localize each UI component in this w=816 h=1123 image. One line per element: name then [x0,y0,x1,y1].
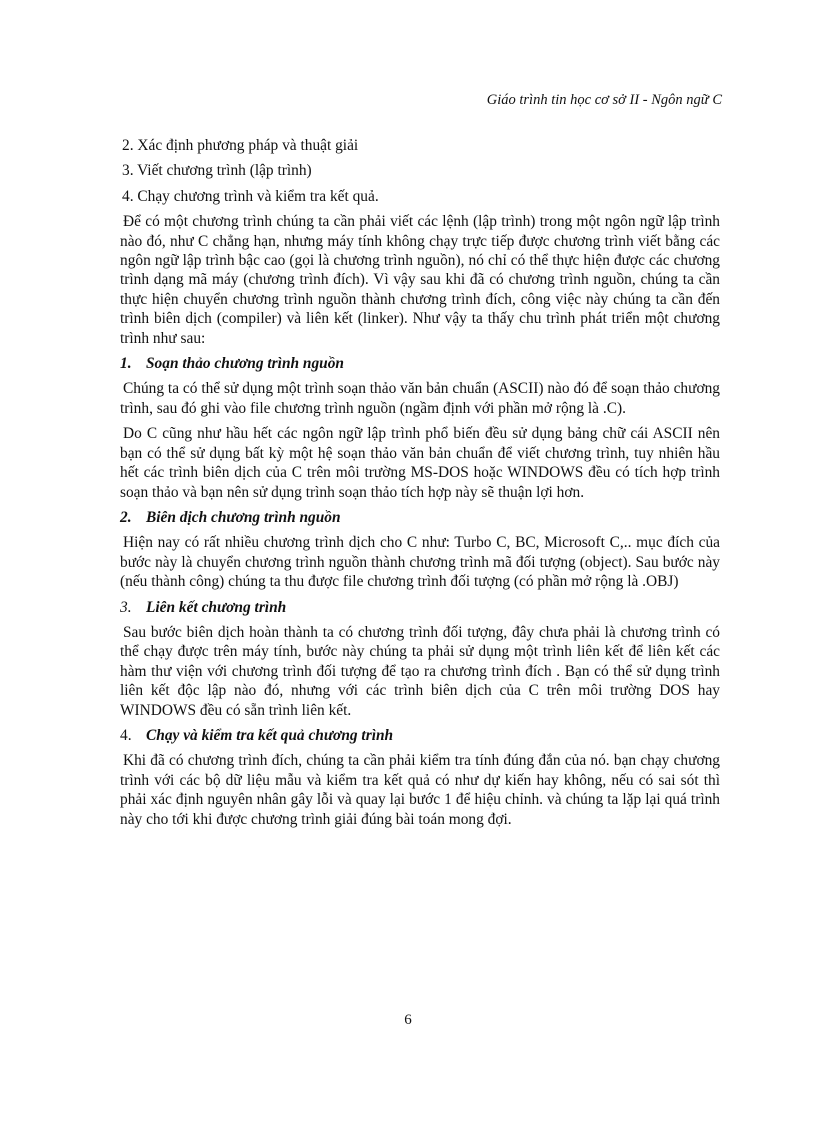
section-heading-3 [120,598,720,617]
section-heading-1 [120,354,720,373]
section-2-paragraph-1: Hiện nay có rất nhiều chương trình dịch cho C như: Turbo C, BC, Microsoft C,.. mục đích của bước này là chuyển chương trình nguồn thành chương trình mã đối tượng (object). Sau bước này (nếu thành công) chúng ta thu được file chương trình đối tượng (có phần mở rộng là .OBJ) [120,534,720,591]
section-1-paragraph-1: Chúng ta có thể sử dụng một trình soạn thảo văn bản chuẩn (ASCII) nào đó để soạn thảo chương trình, sau đó ghi vào file chương trình nguồn (ngầm định với phần mở rộng là .C). [120,380,720,417]
step-item: 2. Xác định phương pháp và thuật giải [122,137,359,154]
section-title: Chạy và kiểm tra kết quả chương trình [146,726,394,744]
step-item: 4. Chạy chương trình và kiểm tra kết quả. [122,187,379,205]
section-title: Liên kết chương trình [146,598,287,616]
section-4-paragraph-1: Khi đã có chương trình đích, chúng ta cần phải kiểm tra tính đúng đắn của nó. bạn chạy chương trình với các bộ dữ liệu mẫu và kiểm tra kết quả có như dự kiến hay không, nếu có sai sót thì phải xác định nguyên nhân gây lỗi và quay lại bước 1 để hiệu chỉnh. và chúng ta lặp lại quá trình này cho tới khi được chương trình giải đúng bài toán mong đợi. [120,752,720,828]
step-item: 3. Viết chương trình (lập trình) [122,162,312,180]
section-heading-2 [120,508,720,527]
page-body [120,136,720,835]
running-header: Giáo trình tin học cơ sở II - Ngôn ngữ C [486,92,722,108]
page-number: 6 [404,1012,412,1028]
section-1-paragraph-2: Do C cũng như hầu hết các ngôn ngữ lập trình phổ biến đều sử dụng bảng chữ cái ASCII nên bạn có thể sử dụng bất kỳ một hệ soạn thảo văn bản chuẩn để viết chương trình, tuy nhiên hầu hết các trình biên dịch của C trên môi trường MS-DOS hoặc WINDOWS đều có tích hợp trình soạn thảo và bạn nên sử dụng trình soạn thảo tích hợp này sẽ thuận lợi hơn. [120,425,720,501]
section-number: 3. [120,598,132,616]
section-title: Biên dịch chương trình nguồn [146,508,341,526]
intro-paragraph: Để có một chương trình chúng ta cần phải viết các lệnh (lập trình) trong một ngôn ngữ lập trình nào đó, như C chẳng hạn, nhưng máy tính không chạy trực tiếp được chương trình viết bằng các ngôn ngữ lập trình bậc cao (gọi là chương trình nguồn), nó chỉ có thể thực hiện được các chương trình dạng mã máy (chương trình đích). Vì vậy sau khi đã có chương trình nguồn, chúng ta cần thực hiện chuyển chương trình nguồn thành chương trình đích, công việc này chúng ta cần đến trình biên dịch (compiler) và liên kết (linker). Như vậy ta thấy chu trình phát triển một chương trình như sau: [120,213,720,347]
section-title: Soạn thảo chương trình nguồn [146,355,344,373]
section-number: 2. [120,508,132,526]
section-number: 4. [120,726,132,744]
section-number: 1. [120,355,132,373]
section-heading-4 [120,726,720,745]
section-3-paragraph-1: Sau bước biên dịch hoàn thành ta có chương trình đối tượng, đây chưa phải là chương trình có thể chạy được trên máy tính, bước này chúng ta phải sử dụng một trình liên kết để liên kết các hàm thư viện với chương trình đối tượng để tạo ra chương trình đích . Bạn có thể sử dụng trình liên kết độc lập nào đó, nhưng với các trình biên dịch của C trên môi trường DOS hay WINDOWS đều có sẵn trình liên kết. [120,623,720,719]
